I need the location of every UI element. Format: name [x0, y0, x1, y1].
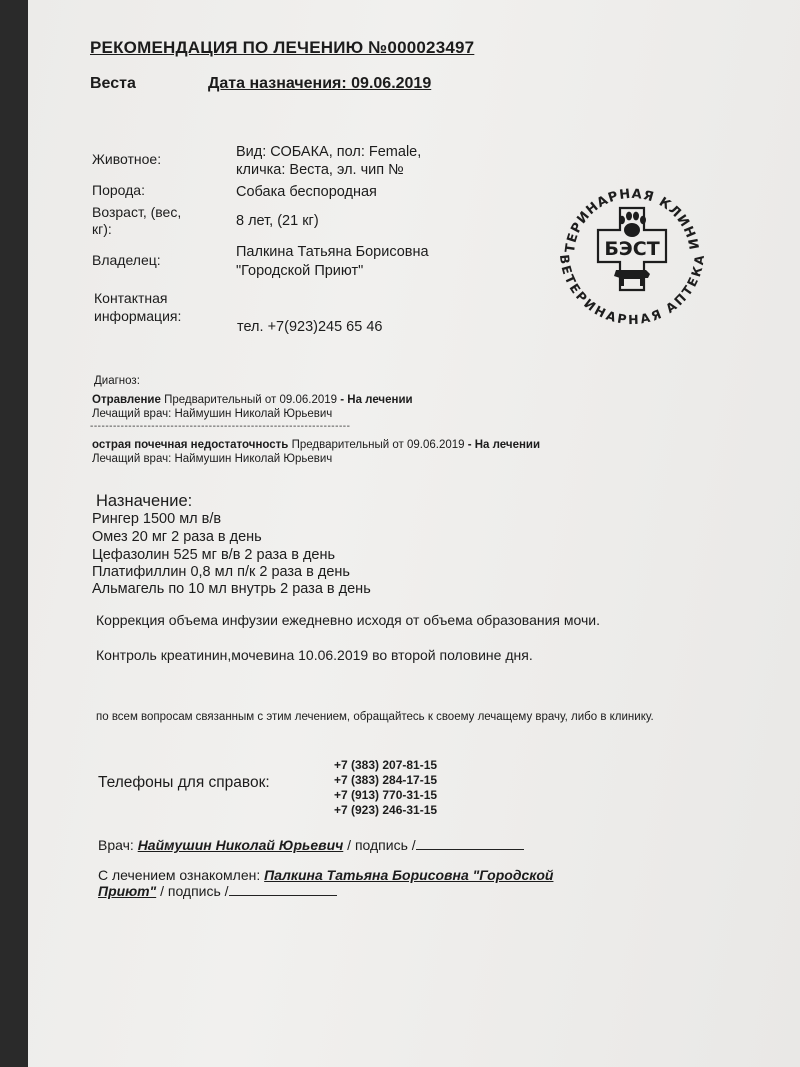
prescription-heading: Назначение: — [96, 492, 193, 510]
contact-notice: по всем вопросам связанным с этим лечением, обращайтесь к своему лечащему врачу, либо в клинику. — [96, 711, 654, 723]
document-page — [28, 0, 800, 1067]
owner-name-cont: Приют" — [98, 883, 157, 899]
appointment-date: Дата назначения: 09.06.2019 — [208, 75, 432, 92]
owner-label: Владелец: — [92, 252, 161, 268]
signature-blank — [416, 837, 524, 850]
owner-value-line1: Палкина Татьяна Борисовна — [236, 244, 429, 260]
acknowledgement-line-2 — [98, 883, 337, 899]
animal-label: Животное: — [92, 151, 162, 167]
diagnosis-doctor: Лечащий врач: Наймушин Николай Юрьевич — [92, 408, 333, 420]
prescription-note: Контроль креатинин,мочевина 10.06.2019 во второй половине дня. — [96, 647, 533, 663]
diagnosis-name: острая почечная недостаточность — [92, 439, 289, 451]
doctor-name: Наймушин Николай Юрьевич — [137, 837, 344, 853]
ack-signature-label: / подпись / — [156, 883, 229, 899]
acknowledgement-line — [98, 867, 553, 883]
diagnosis-item — [92, 394, 413, 406]
pet-name: Веста — [90, 75, 136, 92]
age-value: 8 лет, (21 кг) — [236, 213, 319, 229]
stamp-top-text: ТЕРИНАРНАЯ КЛИНИ — [562, 186, 701, 254]
stamp-center-text: БЭСТ — [604, 238, 660, 260]
owner-value-line2: "Городской Приют" — [236, 263, 364, 279]
phones-label: Телефоны для справок: — [98, 774, 270, 791]
clinic-stamp — [558, 178, 706, 331]
doctor-signature-line — [98, 837, 524, 853]
diagnosis-status: Предварительный от 09.06.2019 — [160, 394, 338, 406]
doctor-prefix: Врач: — [98, 837, 138, 853]
contact-label-line2: информация: — [94, 308, 182, 324]
diagnosis-label: Диагноз: — [94, 375, 140, 387]
breed-label: Порода: — [92, 182, 145, 198]
ack-prefix: С лечением ознакомлен: — [98, 867, 265, 883]
phone-number: +7 (923) 246-31-15 — [334, 803, 438, 817]
signature-label: / подпись / — [343, 837, 416, 853]
prescription-item: Платифиллин 0,8 мл п/к 2 раза в день — [92, 564, 350, 580]
diagnosis-status-bold: - На лечении — [464, 439, 541, 451]
phone-number: +7 (383) 284-17-15 — [334, 773, 438, 787]
animal-value-line1: Вид: СОБАКА, пол: Female, — [236, 144, 422, 160]
age-label-line2: кг): — [92, 221, 112, 237]
diagnosis-name: Отравление — [92, 394, 161, 406]
prescription-item: Рингер 1500 мл в/в — [92, 511, 222, 527]
diagnosis-status-bold: - На лечении — [337, 394, 413, 406]
contact-label-line1: Контактная — [94, 290, 168, 306]
diagnosis-status: Предварительный от 09.06.2019 — [288, 439, 465, 451]
owner-name: Палкина Татьяна Борисовна "Городской — [264, 867, 554, 883]
prescription-note: Коррекция объема инфузии ежедневно исходя от объема образования мочи. — [96, 612, 600, 628]
prescription-item: Цефазолин 525 мг в/в 2 раза в день — [92, 547, 336, 563]
prescription-item: Альмагель по 10 мл внутрь 2 раза в день — [92, 581, 371, 597]
diagnosis-separator: -------------------------------------------------------------------- — [90, 421, 351, 432]
phone-number: +7 (383) 207-81-15 — [334, 758, 438, 772]
animal-value-line2: кличка: Веста, эл. чип № — [236, 162, 404, 178]
phone-number: +7 (913) 770-31-15 — [334, 788, 438, 802]
breed-value: Собака беспородная — [236, 184, 377, 200]
stamp-bottom-text: ВЕТЕРИНАРНАЯ АПТЕКА — [558, 253, 706, 326]
ack-signature-blank — [229, 883, 337, 896]
diagnosis-item — [92, 439, 540, 451]
diagnosis-doctor: Лечащий врач: Наймушин Николай Юрьевич — [92, 453, 333, 465]
paw-icon — [619, 212, 646, 237]
prescription-item: Омез 20 мг 2 раза в день — [92, 529, 262, 545]
age-label-line1: Возраст, (вес, — [92, 204, 182, 220]
document-title: РЕКОМЕНДАЦИЯ ПО ЛЕЧЕНИЮ №000023497 — [90, 38, 475, 57]
contact-phone: тел. +7(923)245 65 46 — [237, 319, 383, 335]
